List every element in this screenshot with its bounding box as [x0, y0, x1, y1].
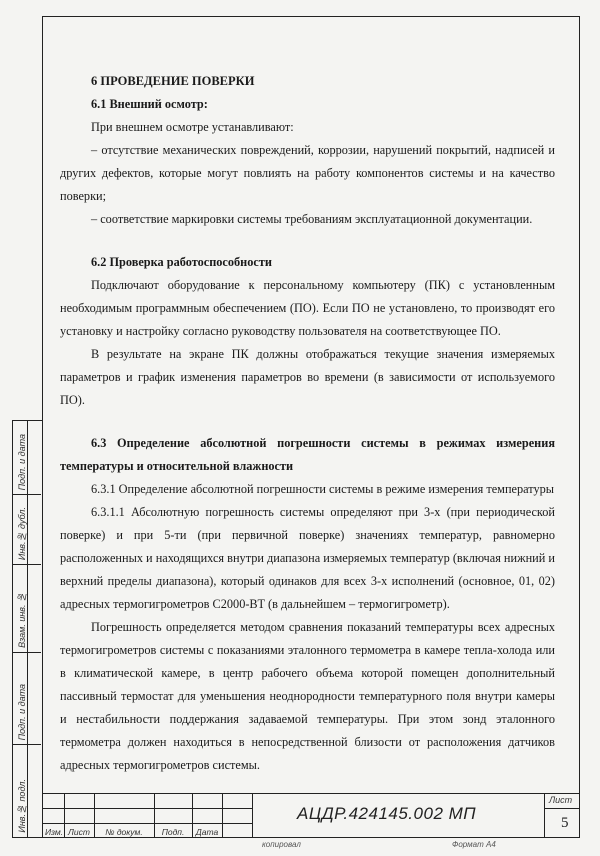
title-block-column: Лист	[68, 827, 90, 837]
list-item: – отсутствие механических повреждений, коррозии, нарушений покрытий, надписей и других дефектов, которые могут повлиять на работу компонентов системы и на качество поверки;	[60, 143, 555, 203]
title-block-column: Подп.	[161, 827, 185, 837]
page-number: 5	[561, 815, 569, 831]
paragraph: Подключают оборудование к персональному компьютеру (ПК) с установленным необходимым программным обеспечением (ПО). Если ПО не установлено, то производят его установку и настройку согласно руководству пользователя на соответствующее ПО.	[60, 278, 555, 338]
list-item: – соответствие маркировки системы требованиям эксплуатационной документации.	[91, 212, 533, 226]
paragraph: 6.3.1.1 Абсолютную погрешность системы определяют при 3-х (при периодической поверке) и при 5-ти (при первичной поверке) значениях температур, равномерно расположенных и находящихся внутри диапазона измеряемых температур (включая нижний и верхний пределы диапазона), который одинаков для всех 3-х исполнений (основное, 01, 02) адресных термогигрометров С2000-ВТ (в дальнейшем – термогигрометр).	[60, 505, 555, 611]
title-block-column: Дата	[195, 827, 219, 837]
subsection-title: 6.3 Определение абсолютной погрешности системы в режимах измерения температуры и относительной влажности	[60, 436, 555, 473]
section-heading: 6 ПРОВЕДЕНИЕ ПОВЕРКИ	[91, 74, 255, 88]
side-stamp-strip	[12, 420, 42, 838]
copied-note: копировал	[262, 840, 301, 849]
sheet-label: Лист	[549, 795, 573, 805]
side-label: Подп. и дата	[17, 433, 27, 490]
paragraph: В результате на экране ПК должны отображаться текущие значения измеряемых параметров и график изменения параметров во времени (в зависимости от используемого ПО).	[60, 347, 555, 407]
side-label: Инв.№ дубл.	[17, 506, 27, 560]
side-label: Взам. инв. №	[17, 592, 27, 648]
paragraph: При внешнем осмотре устанавливают:	[91, 120, 294, 134]
subsection-title: 6.1 Внешний осмотр:	[91, 97, 208, 111]
paragraph: 6.3.1 Определение абсолютной погрешности системы в режиме измерения температуры	[91, 482, 555, 496]
subsection-title: 6.2 Проверка работоспособности	[91, 255, 273, 269]
title-block-column: Изм.	[44, 827, 64, 837]
document-code: АЦДР.424145.002 МП	[297, 804, 477, 823]
paragraph: Погрешность определяется методом сравнения показаний температуры всех адресных термогигрометров системы с показаниями эталонного термометра в камере тепла-холода или в климатической камере, в центр рабочего объема которой помещен дополнительный пассивный термостат для уменьшения неоднородности температурного поля внутри камеры и нестабильности поддержания задаваемой температуры. При этом зонд эталонного термометра должен находиться в непосредственной близости от расположения датчиков адресных термогигрометров системы.	[60, 620, 555, 772]
document-body	[60, 70, 555, 777]
title-block-column: № докум.	[105, 827, 143, 837]
format-note: Формат А4	[452, 840, 496, 849]
side-label: Подп. и дата	[17, 683, 27, 740]
side-label: Инв.№ подл.	[17, 779, 27, 833]
